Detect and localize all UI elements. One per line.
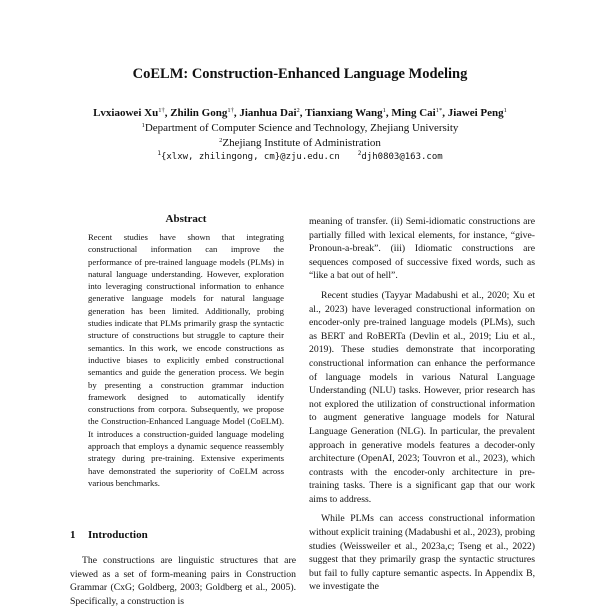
author-marker: 1 (382, 107, 386, 114)
author-name: Ming Cai (391, 107, 436, 119)
section-number: 1 (70, 529, 76, 541)
affiliation-text: Department of Computer Science and Technology, Zhejiang University (144, 122, 459, 134)
author-name: Tianxiang Wang (305, 107, 383, 119)
intro-paragraph: The constructions are linguistic structures that are viewed as a set of form-meaning pairs in Construction Grammar (CxG; Goldberg, 2003; Goldberg et al., 2005). Specifically, a construction is (70, 555, 296, 607)
affiliation (0, 137, 600, 149)
paper-title: CoELM: Construction-Enhanced Language Modeling (132, 66, 468, 82)
section-title-text: Introduction (88, 529, 148, 541)
author-name: Lvxiaowei Xu (93, 107, 159, 119)
abstract-heading: Abstract (165, 213, 207, 225)
email-marker: 1 (157, 150, 161, 157)
affiliation-text: Zhejiang Institute of Administration (222, 137, 381, 149)
email-marker: 2 (357, 150, 362, 157)
author-marker: 2 (296, 107, 300, 114)
affiliation-marker: 1 (141, 122, 145, 129)
section-heading (70, 529, 148, 541)
author-name: Zhilin Gong (170, 107, 228, 119)
right-column (309, 215, 535, 600)
author-name: Jianhua Dai (239, 107, 297, 119)
email-address: {xlxw, zhilingong, cm}@zju.edu.cn (160, 152, 340, 162)
body-paragraph: Recent studies (Tayyar Madabushi et al., 2020; Xu et al., 2023) have leveraged constructional information on encoder-only pre-trained language models (PLMs), such as BERT and RoBERTa (Devlin et al., 2019; Liu et al., 2019). These studies demonstrate that incorporating constructional information can enhance the performance of language models in various Natural Language Understanding (NLU) tasks. However, prior research has not explored the utilization of constructional information to augment generative language models for Natural Language Generation (NLG). In particular, the prevalent approach in generative models features a decoder-only architecture (OpenAI, 2023; Touvron et al., 2023), which contrasts with the encoder-only architecture in pre-training tasks. There is a significant gap that our work aims to address. (309, 289, 535, 505)
author-marker: 1† (227, 107, 234, 114)
affiliation (0, 122, 600, 134)
abstract-text: Recent studies have shown that integrating constructional information can improve the performance of pre-trained language models (PLMs) in natural language understanding. However, exploration into leveraging constructional information to enhance generative language models for natural language generation has been limited. Additionally, probing studies indicate that PLMs primarily grasp the syntactic structure of constructions but struggle to capture their semantics. In this work, we encode constructions as inductive biases to explicitly embed constructional semantics and guide the generation process. We begin by presenting a construction grammar induction framework designed to automatically identify constructions from corpora. Subsequently, we propose the Construction-Enhanced Language Model (CoELM). It introduces a construction-guided language modeling approach that employs a dynamic sequence reassembly strategy during pre-training. Extensive experiments have demonstrated the superiority of CoELM across various benchmarks. (88, 232, 284, 488)
body-paragraph: meaning of transfer. (ii) Semi-idiomatic constructions are partially filled with lexical elements, for instance, “give-Pronoun-a-break”. (iii) Idiomatic constructions are sequences composed of successive fixed words, such as “like a bat out of hell”. (309, 216, 535, 282)
author-marker: 1† (158, 107, 165, 114)
email-address: djh0803@163.com (361, 152, 443, 162)
email-line (0, 152, 600, 162)
author-marker: 1* (435, 107, 443, 114)
body-paragraph: While PLMs can access constructional information without explicit training (Madabushi et al., 2023), probing studies (Weissweiler et al., 2023a,c; Tseng et al., 2022) suggest that they primarily grasp the syntactic structures but fail to fully capture semantic aspects. In Appendix B, we investigate the (309, 513, 536, 593)
affiliation-marker: 2 (219, 137, 223, 144)
author-list: Lvxiaowei $Xu^{1\dagger}$, Zhilin Gong$^{1\dagger}$, Jianhua Dai$^2$, Tianxiang Wang$^1$, Ming Cai$^{1*}$, Jiawei Peng$^1$ (93, 107, 507, 119)
author-marker: 1 (503, 107, 507, 114)
author-name: Jiawei Peng (447, 107, 504, 119)
